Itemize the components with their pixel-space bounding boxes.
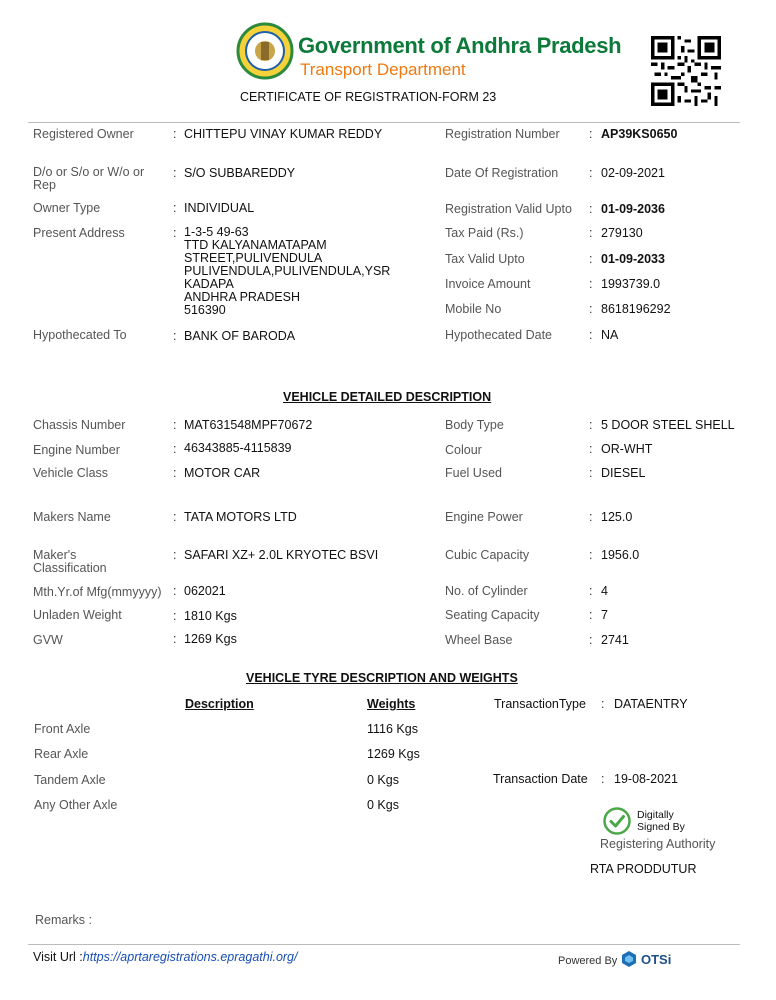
rta-name: RTA PRODDUTUR bbox=[590, 862, 697, 876]
visit-url-row bbox=[33, 950, 298, 964]
signed-by-text: Signed By bbox=[637, 821, 685, 833]
relation-value: S/O SUBBAREDDY bbox=[184, 166, 296, 180]
makers-class-value: SAFARI XZ+ 2.0L KRYOTEC BSVI bbox=[184, 548, 379, 562]
colon: : bbox=[589, 166, 593, 180]
colon: : bbox=[589, 548, 593, 562]
fuel-value: DIESEL bbox=[601, 466, 646, 480]
address-label: Present Address bbox=[33, 226, 125, 240]
dept-title: Transport Department bbox=[300, 60, 466, 79]
visit-url-link[interactable]: https://aprtaregistrations.epragathi.org/ bbox=[82, 950, 298, 964]
colon: : bbox=[601, 772, 605, 786]
colon: : bbox=[589, 442, 593, 456]
colon: : bbox=[173, 442, 177, 456]
tax-paid-label: Tax Paid (Rs.) bbox=[445, 226, 524, 240]
txn-date-value: 19-08-2021 bbox=[614, 772, 678, 786]
colon: : bbox=[173, 201, 177, 215]
colon: : bbox=[589, 328, 593, 342]
colon: : bbox=[173, 632, 177, 646]
invoice-value: 1993739.0 bbox=[601, 277, 661, 291]
reg-no-value: AP39KS0650 bbox=[601, 127, 678, 141]
valid-upto-value: 01-09-2036 bbox=[601, 202, 665, 216]
registering-authority: Registering Authority bbox=[600, 837, 716, 851]
colour-value: OR-WHT bbox=[601, 442, 653, 456]
maker-value: TATA MOTORS LTD bbox=[184, 510, 297, 524]
engine-label: Engine Number bbox=[33, 443, 120, 457]
description-header: Description bbox=[185, 697, 254, 711]
colon: : bbox=[173, 609, 177, 623]
seat-label: Seating Capacity bbox=[445, 608, 540, 622]
colon: : bbox=[589, 633, 593, 647]
gvw-label: GVW bbox=[33, 633, 63, 647]
tyre-row-weight: 1116 Kgs bbox=[367, 722, 418, 736]
tyre-row-desc: Rear Axle bbox=[34, 747, 89, 761]
colon: : bbox=[589, 584, 593, 598]
footer-divider bbox=[28, 944, 740, 945]
wheelbase-value: 2741 bbox=[601, 633, 629, 647]
colon: : bbox=[173, 510, 177, 524]
header-divider bbox=[28, 122, 740, 123]
tax-valid-label: Tax Valid Upto bbox=[445, 252, 525, 266]
colon: : bbox=[589, 302, 593, 316]
tax-paid-value: 279130 bbox=[601, 226, 643, 240]
colon: : bbox=[173, 466, 177, 480]
txn-date-label: Transaction Date bbox=[493, 772, 588, 786]
owner-type-label: Owner Type bbox=[33, 201, 101, 215]
tyre-row-weight: 1269 Kgs bbox=[367, 747, 420, 761]
otsi-text: OTSi bbox=[641, 952, 672, 967]
colon: : bbox=[601, 697, 605, 711]
hypothecated-to-label: Hypothecated To bbox=[33, 328, 127, 342]
class-value: MOTOR CAR bbox=[184, 466, 261, 480]
valid-upto-label: Registration Valid Upto bbox=[445, 202, 572, 216]
tyre-row-weight: 0 Kgs bbox=[367, 773, 399, 787]
ap-emblem-logo bbox=[236, 22, 294, 80]
colon: : bbox=[173, 418, 177, 432]
colon: : bbox=[173, 584, 177, 598]
relation-label: D/o or S/o or W/o or Rep bbox=[33, 165, 145, 192]
power-label: Engine Power bbox=[445, 510, 523, 524]
power-value: 125.0 bbox=[601, 510, 633, 524]
seat-value: 7 bbox=[601, 608, 608, 622]
colon: : bbox=[173, 127, 177, 141]
colon: : bbox=[173, 166, 177, 180]
address-value: 1-3-5 49-63 TTD KALYANAMATAPAM STREET,PULIVENDULA PULIVENDULA,PULIVENDULA,YSR KADAPA ANDHRA PRADESH 516390 bbox=[184, 225, 391, 317]
unladen-value: 1810 Kgs bbox=[184, 609, 237, 623]
colon: : bbox=[589, 418, 593, 432]
chassis-label: Chassis Number bbox=[33, 418, 126, 432]
body-value: 5 DOOR STEEL SHELL bbox=[601, 418, 735, 432]
otsi-logo-icon bbox=[620, 950, 638, 968]
reg-no-label: Registration Number bbox=[445, 127, 560, 141]
hypothecated-to-value: BANK OF BARODA bbox=[184, 329, 296, 343]
cylinder-value: 4 bbox=[601, 584, 608, 598]
vehicle-section-title: VEHICLE DETAILED DESCRIPTION bbox=[283, 390, 492, 404]
txn-type-label: TransactionType bbox=[494, 697, 586, 711]
colour-label: Colour bbox=[445, 443, 482, 457]
qr-code bbox=[651, 36, 721, 106]
cc-value: 1956.0 bbox=[601, 548, 640, 562]
colon: : bbox=[173, 329, 177, 343]
tax-valid-value: 01-09-2033 bbox=[601, 252, 665, 266]
unladen-label: Unladen Weight bbox=[33, 608, 122, 622]
colon: : bbox=[589, 510, 593, 524]
makers-class-label: Maker's Classification bbox=[33, 548, 107, 575]
colon: : bbox=[589, 226, 593, 240]
colon: : bbox=[589, 277, 593, 291]
colon: : bbox=[589, 466, 593, 480]
gvw-value: 1269 Kgs bbox=[184, 632, 237, 646]
cylinder-label: No. of Cylinder bbox=[445, 584, 528, 598]
reg-date-value: 02-09-2021 bbox=[601, 166, 665, 180]
colon: : bbox=[173, 226, 177, 240]
form-title: CERTIFICATE OF REGISTRATION-FORM 23 bbox=[240, 90, 497, 104]
registered-owner-value: CHITTEPU VINAY KUMAR REDDY bbox=[184, 127, 383, 141]
fuel-label: Fuel Used bbox=[445, 466, 502, 480]
body-label: Body Type bbox=[445, 418, 504, 432]
tyre-row-desc: Tandem Axle bbox=[34, 773, 106, 787]
remarks-label: Remarks : bbox=[35, 913, 92, 927]
mobile-value: 8618196292 bbox=[601, 302, 671, 316]
check-icon bbox=[603, 807, 631, 835]
wheelbase-label: Wheel Base bbox=[445, 633, 513, 647]
colon: : bbox=[589, 202, 593, 216]
owner-type-value: INDIVIDUAL bbox=[184, 201, 255, 215]
chassis-value: MAT631548MPF70672 bbox=[184, 418, 313, 432]
colon: : bbox=[589, 252, 593, 266]
tyre-row-weight: 0 Kgs bbox=[367, 798, 399, 812]
powered-by-text: Powered By bbox=[558, 955, 618, 967]
engine-value: 46343885-4115839 bbox=[184, 441, 292, 455]
mfg-label: Mth.Yr.of Mfg(mmyyyy) bbox=[33, 585, 162, 599]
tyre-row-desc: Front Axle bbox=[34, 722, 91, 736]
mfg-value: 062021 bbox=[184, 584, 226, 598]
cc-label: Cubic Capacity bbox=[445, 548, 530, 562]
reg-date-label: Date Of Registration bbox=[445, 166, 559, 180]
maker-label: Makers Name bbox=[33, 510, 111, 524]
registered-owner-label: Registered Owner bbox=[33, 127, 134, 141]
colon: : bbox=[589, 608, 593, 622]
digitally-text: Digitally bbox=[637, 809, 674, 821]
mobile-label: Mobile No bbox=[445, 302, 502, 316]
hyp-date-label: Hypothecated Date bbox=[445, 328, 553, 342]
colon: : bbox=[589, 127, 593, 141]
tyre-row-desc: Any Other Axle bbox=[34, 798, 118, 812]
visit-label: Visit Url : bbox=[33, 950, 83, 964]
hyp-date-value: NA bbox=[601, 328, 619, 342]
invoice-label: Invoice Amount bbox=[445, 277, 531, 291]
tyre-section-title: VEHICLE TYRE DESCRIPTION AND WEIGHTS bbox=[246, 671, 518, 685]
govt-title: Government of Andhra Pradesh bbox=[298, 33, 622, 58]
class-label: Vehicle Class bbox=[33, 466, 109, 480]
txn-type-value: DATAENTRY bbox=[614, 697, 688, 711]
weights-header: Weights bbox=[367, 697, 416, 711]
colon: : bbox=[173, 548, 177, 562]
